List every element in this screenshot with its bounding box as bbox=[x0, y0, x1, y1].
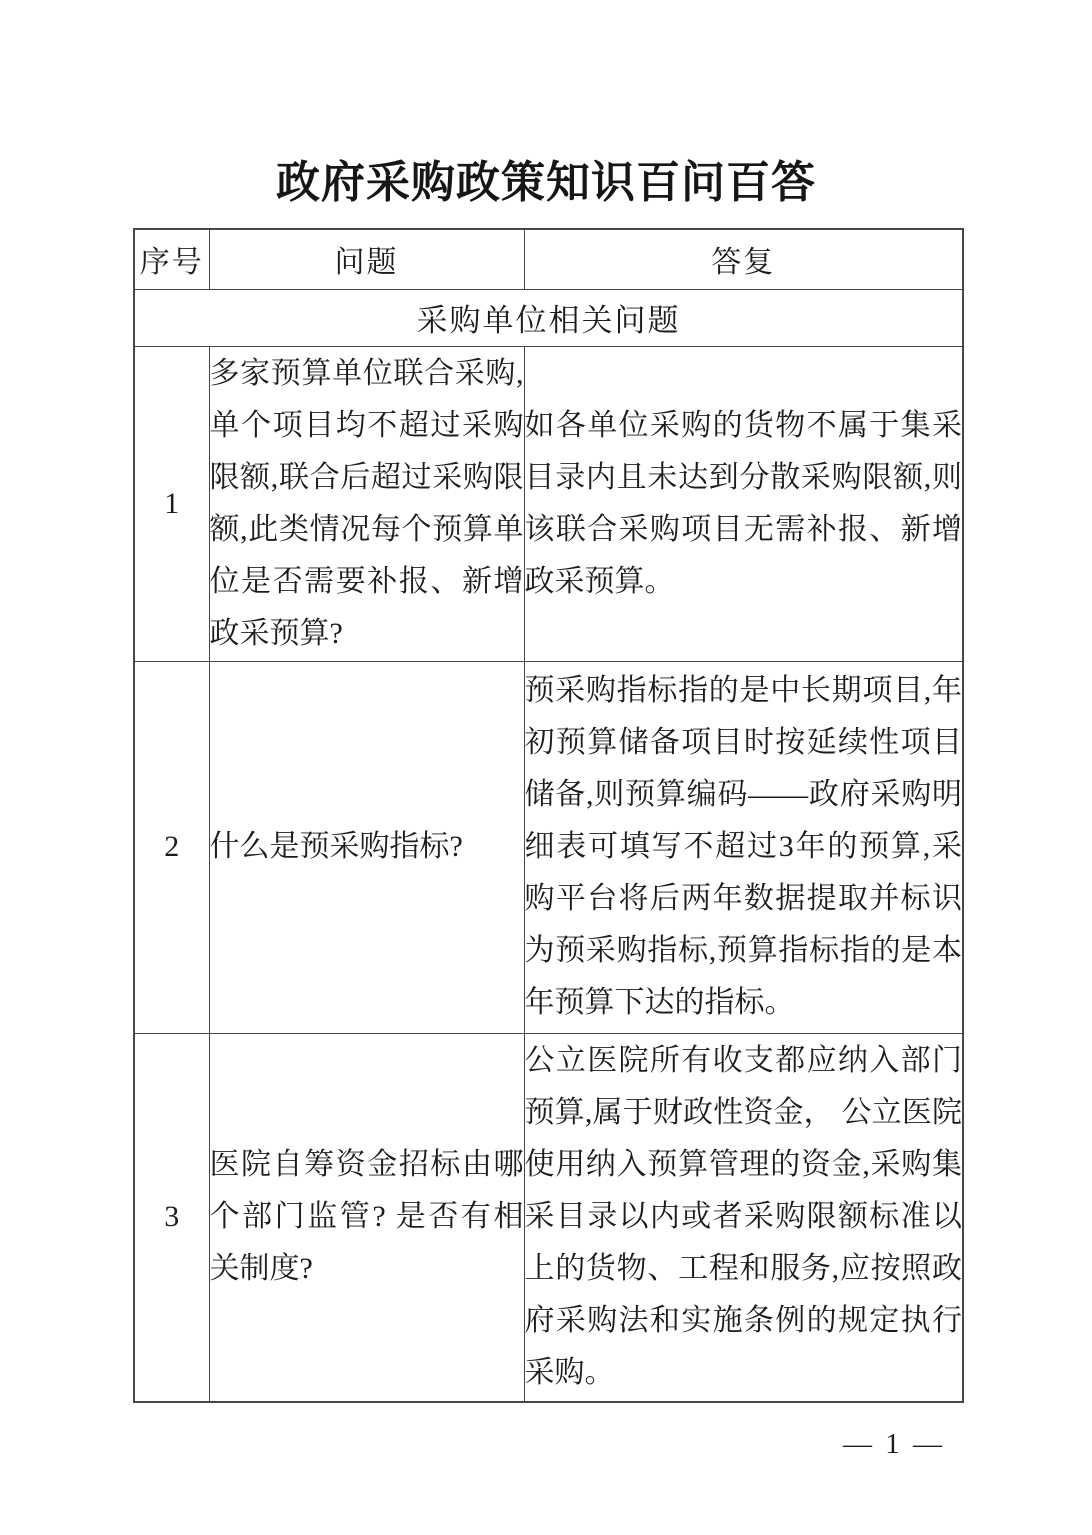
row-index-cell: 1 bbox=[134, 346, 209, 661]
page-title: 政府采购政策知识百问百答 bbox=[276, 158, 816, 207]
row-index-cell: 3 bbox=[134, 1033, 209, 1402]
qa-table bbox=[133, 228, 964, 1403]
answer-cell: 预采购指标指的是中长期项目,年初预算储备项目时按延续性项目储备,则预算编码——政府采购明细表可填写不超过3年的预算,采购平台将后两年数据提取并标识为预采购指标,预算指标指的是本年预算下达的指标。 bbox=[524, 661, 963, 1033]
question-cell: 医院自筹资金招标由哪个部门监管? 是否有相关制度? bbox=[209, 1033, 524, 1402]
column-header-index: 序号 bbox=[134, 229, 209, 289]
section-title: 采购单位相关问题 bbox=[134, 289, 963, 346]
table-row bbox=[134, 661, 963, 1033]
table-header-row bbox=[134, 229, 963, 289]
answer-cell: 如各单位采购的货物不属于集采目录内且未达到分散采购限额,则该联合采购项目无需补报、新增政采预算。 bbox=[524, 346, 963, 661]
answer-cell: 公立医院所有收支都应纳入部门预算,属于财政性资金， 公立医院使用纳入预算管理的资金,采购集采目录以内或者采购限额标准以上的货物、工程和服务,应按照政府采购法和实施条例的规定执行采购。 bbox=[524, 1033, 963, 1402]
question-cell: 多家预算单位联合采购,单个项目均不超过采购限额,联合后超过采购限额,此类情况每个预算单位是否需要补报、新增政采预算? bbox=[209, 346, 524, 661]
section-header-row bbox=[134, 289, 963, 346]
column-header-question: 问题 bbox=[209, 229, 524, 289]
column-header-answer: 答复 bbox=[524, 229, 963, 289]
table-row bbox=[134, 346, 963, 661]
question-cell: 什么是预采购指标? bbox=[209, 661, 524, 1033]
row-index-cell: 2 bbox=[134, 661, 209, 1033]
table-row bbox=[134, 1033, 963, 1402]
page-number: — 1 — bbox=[843, 1428, 945, 1460]
